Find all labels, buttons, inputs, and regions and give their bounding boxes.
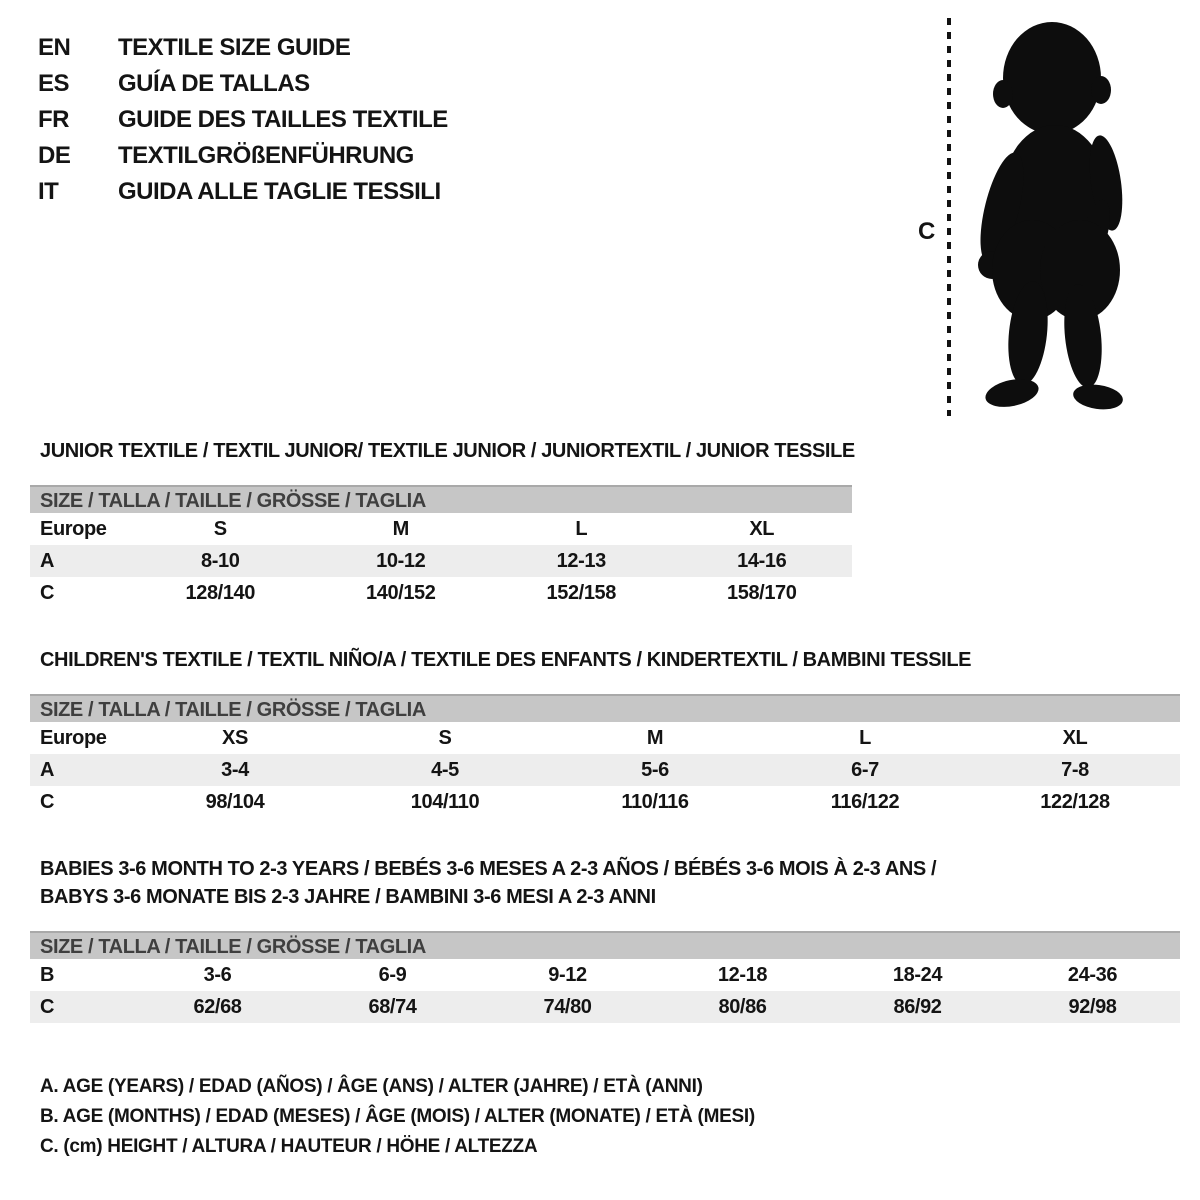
size-value-cell: XS — [222, 727, 248, 749]
size-value-cell: 140/152 — [366, 582, 436, 604]
size-value-cell: 74/80 — [543, 996, 592, 1018]
size-value-cell: M — [392, 518, 409, 540]
size-value-cell: 5-6 — [641, 759, 669, 781]
size-value-cell: 122/128 — [1040, 791, 1110, 813]
table-row-junior-a — [30, 545, 852, 577]
section-title-line: JUNIOR TEXTILE / TEXTIL JUNIOR/ TEXTILE JUNIOR / JUNIORTEXTIL / JUNIOR TESSILE — [40, 440, 855, 462]
size-value-cell: 98/104 — [205, 791, 265, 813]
size-value-cell: 14-16 — [737, 550, 787, 572]
section-junior — [30, 437, 1180, 609]
size-value-cell: 68/74 — [368, 996, 417, 1018]
language-row-de — [38, 138, 448, 174]
section-children — [30, 646, 1180, 818]
size-value-cell: 12-13 — [556, 550, 606, 572]
size-value-cell: 3-6 — [203, 964, 232, 986]
height-measure-label: C — [918, 218, 936, 245]
table-row-junior-c — [30, 577, 852, 609]
size-value-cell: XL — [749, 518, 775, 540]
row-label: C — [40, 791, 55, 813]
footnote-c: C. (cm) HEIGHT / ALTURA / HAUTEUR / HÖHE / ALTEZZA — [40, 1136, 538, 1157]
language-title: GUÍA DE TALLAS — [118, 70, 310, 97]
size-header-bar-junior: SIZE / TALLA / TAILLE / GRÖSSE / TAGLIA — [30, 485, 852, 513]
size-value-cell: M — [646, 727, 664, 749]
language-code: EN — [38, 34, 71, 61]
size-value-cell: 9-12 — [548, 964, 587, 986]
section-babies — [30, 855, 1180, 1023]
language-row-es — [38, 66, 448, 102]
size-value-cell: 104/110 — [410, 791, 480, 813]
size-value-cell: S — [438, 727, 452, 749]
toddler-silhouette-shape — [972, 22, 1128, 412]
size-tables — [30, 437, 1180, 1060]
size-value-cell: 152/158 — [546, 582, 616, 604]
language-title: GUIDE DES TAILLES TEXTILE — [118, 106, 448, 133]
footnote-a: A. AGE (YEARS) / EDAD (AÑOS) / ÂGE (ANS) / ALTER (JAHRE) / ETÀ (ANNI) — [40, 1076, 703, 1097]
size-value-cell: 158/170 — [727, 582, 797, 604]
section-title-line: BABYS 3-6 MONATE BIS 2-3 JAHRE / BAMBINI 3-6 MESI A 2-3 ANNI — [40, 886, 656, 908]
height-dashed-line — [947, 18, 951, 416]
language-code: ES — [38, 70, 70, 97]
row-label: B — [40, 964, 55, 986]
table-row-junior-europe — [30, 513, 852, 545]
size-value-cell: 18-24 — [892, 964, 943, 986]
size-header-bar-children: SIZE / TALLA / TAILLE / GRÖSSE / TAGLIA — [30, 694, 1180, 722]
section-title-line: CHILDREN'S TEXTILE / TEXTIL NIÑO/A / TEXTILE DES ENFANTS / KINDERTEXTIL / BAMBINI TESSILE — [40, 649, 972, 671]
size-value-cell: 86/92 — [893, 996, 942, 1018]
language-row-fr — [38, 102, 448, 138]
size-value-cell: 6-9 — [378, 964, 407, 986]
height-measure-figure — [900, 16, 1170, 420]
row-label: Europe — [40, 727, 107, 749]
table-row-babies-b — [30, 959, 1180, 991]
size-value-cell: 92/98 — [1068, 996, 1117, 1018]
table-row-children-c — [30, 786, 1180, 818]
size-value-cell: 62/68 — [193, 996, 242, 1018]
size-value-cell: XL — [1062, 727, 1088, 749]
size-value-cell: 10-12 — [376, 550, 426, 572]
language-code: DE — [38, 142, 71, 169]
language-row-it — [38, 174, 448, 210]
size-value-cell: 116/122 — [830, 791, 900, 813]
row-label: C — [40, 582, 55, 604]
size-value-cell: 80/86 — [718, 996, 767, 1018]
language-title: GUIDA ALLE TAGLIE TESSILI — [118, 178, 441, 205]
language-row-en — [38, 30, 448, 66]
footnotes — [40, 1072, 755, 1162]
size-value-cell: 8-10 — [201, 550, 240, 572]
row-label: A — [40, 550, 55, 572]
size-value-cell: 6-7 — [851, 759, 879, 781]
section-title-children — [40, 646, 1180, 674]
size-value-cell: 4-5 — [431, 759, 459, 781]
section-title-babies — [40, 855, 1180, 911]
size-value-cell: S — [213, 518, 227, 540]
language-title: TEXTILGRÖßENFÜHRUNG — [118, 142, 414, 169]
size-value-cell: 128/140 — [185, 582, 255, 604]
language-code: IT — [38, 178, 59, 205]
size-header-bar-babies: SIZE / TALLA / TAILLE / GRÖSSE / TAGLIA — [30, 931, 1180, 959]
row-label: Europe — [40, 518, 107, 540]
size-value-cell: L — [859, 727, 871, 749]
language-title: TEXTILE SIZE GUIDE — [118, 34, 351, 61]
size-value-cell: 110/116 — [621, 791, 689, 813]
size-value-cell: 12-18 — [717, 964, 768, 986]
table-row-babies-c — [30, 991, 1180, 1023]
size-value-cell: 7-8 — [1061, 759, 1089, 781]
section-title-junior — [40, 437, 1180, 465]
table-row-children-a — [30, 754, 1180, 786]
section-title-line: BABIES 3-6 MONTH TO 2-3 YEARS / BEBÉS 3-6 MESES A 2-3 AÑOS / BÉBÉS 3-6 MOIS À 2-3 ANS / — [40, 858, 937, 880]
size-value-cell: 3-4 — [221, 759, 249, 781]
size-value-cell: L — [575, 518, 588, 540]
language-code: FR — [38, 106, 69, 133]
footnote-b: B. AGE (MONTHS) / EDAD (MESES) / ÂGE (MOIS) / ALTER (MONATE) / ETÀ (MESI) — [40, 1106, 755, 1127]
table-row-children-europe — [30, 722, 1180, 754]
row-label: C — [40, 996, 55, 1018]
size-value-cell: 24-36 — [1067, 964, 1118, 986]
toddler-silhouette-image — [960, 18, 1150, 418]
row-label: A — [40, 759, 55, 781]
language-title-list — [38, 30, 448, 210]
